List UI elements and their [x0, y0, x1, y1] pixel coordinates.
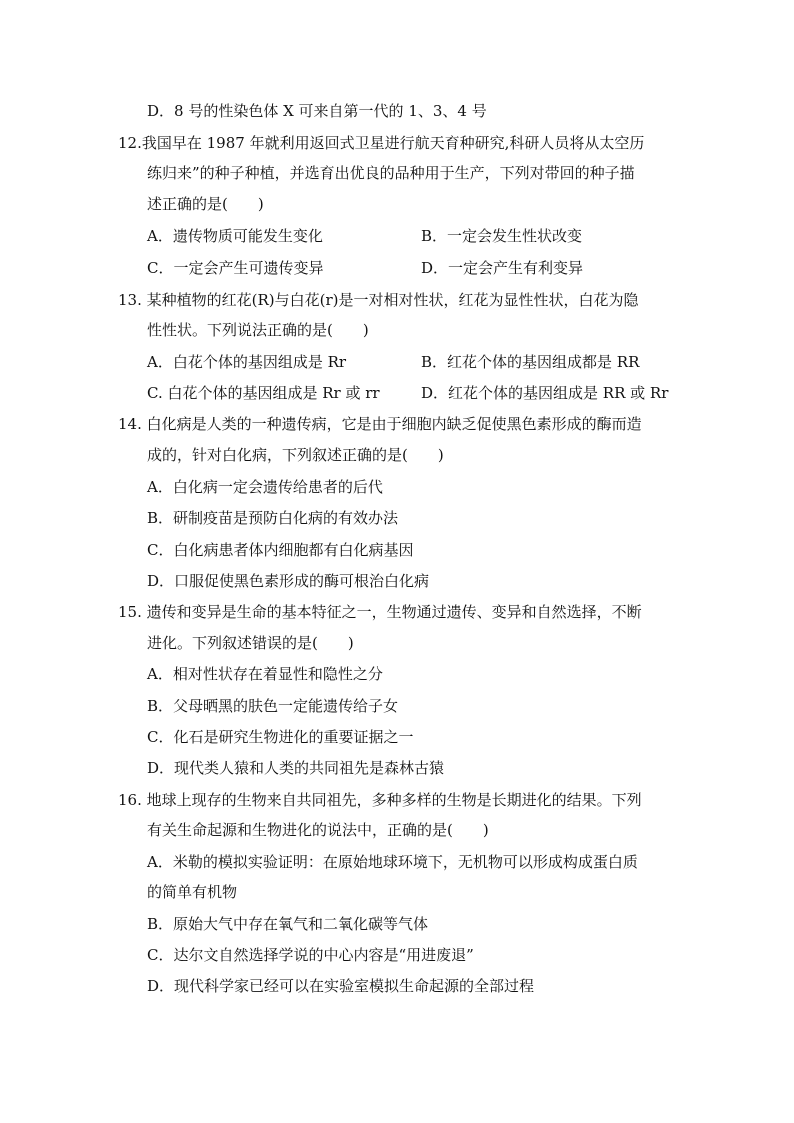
q13-stem-line2: 性性状。下列说法正确的是( ) [147, 321, 369, 339]
q13-option-c: C. 白花个体的基因组成是 Rr 或 rr [147, 384, 380, 402]
q16-option-d: D．现代科学家已经可以在实验室模拟生命起源的全部过程 [147, 977, 535, 995]
q12-stem-line2: 练归来”的种子种植，并选育出优良的品种用于生产，下列对带回的种子描 [147, 164, 635, 182]
q13-option-d: D．红花个体的基因组成是 RR 或 Rr [421, 384, 669, 402]
q12-stem-line3: 述正确的是( ) [147, 195, 264, 213]
q15-option-d: D．现代类人猿和人类的共同祖先是森林古猿 [147, 759, 445, 777]
q13-stem-line1: 13. 某种植物的红花(R)与白花(r)是一对相对性状，红花为显性性状，白花为隐 [118, 291, 639, 309]
q16-option-a-line2: 的简单有机物 [147, 883, 238, 901]
q15-stem-line2: 进化。下列叙述错误的是( ) [147, 634, 354, 652]
q12-option-d: D．一定会产生有利变异 [421, 259, 584, 277]
q12-option-c: C．一定会产生可遗传变异 [147, 259, 324, 277]
q16-option-a-line1: A．米勒的模拟实验证明：在原始地球环境下，无机物可以形成构成蛋白质 [147, 853, 638, 871]
q13-option-a: A．白花个体的基因组成是 Rr [147, 353, 347, 371]
q16-option-c: C．达尔文自然选择学说的中心内容是“用进废退” [147, 946, 474, 964]
q12-option-b: B．一定会发生性状改变 [421, 227, 583, 245]
q13-option-b: B．红花个体的基因组成都是 RR [421, 353, 640, 371]
q16-stem-line1: 16. 地球上现存的生物来自共同祖先，多种多样的生物是长期进化的结果。下列 [118, 791, 642, 809]
q15-option-c: C．化石是研究生物进化的重要证据之一 [147, 728, 414, 746]
q14-option-d: D．口服促使黑色素形成的酶可根治白化病 [147, 572, 430, 590]
q12-stem-line1: 12.我国早在 1987 年就利用返回式卫星进行航天育种研究,科研人员将从太空历 [118, 134, 645, 152]
q14-option-a: A．白化病一定会遗传给患者的后代 [147, 478, 383, 496]
q14-option-c: C．白化病患者体内细胞都有白化病基因 [147, 541, 414, 559]
q16-stem-line2: 有关生命起源和生物进化的说法中，正确的是( ) [147, 821, 489, 839]
q16-option-b: B．原始大气中存在氧气和二氧化碳等气体 [147, 915, 429, 933]
q15-option-b: B．父母晒黑的肤色一定能遗传给子女 [147, 697, 399, 715]
q15-stem-line1: 15. 遗传和变异是生命的基本特征之一，生物通过遗传、变异和自然选择，不断 [118, 603, 642, 621]
q14-stem-line1: 14. 白化病是人类的一种遗传病，它是由于细胞内缺乏促使黑色素形成的酶而造 [118, 415, 642, 433]
q12-option-a: A．遗传物质可能发生变化 [147, 227, 323, 245]
q14-stem-line2: 成的，针对白化病，下列叙述正确的是( ) [147, 446, 444, 464]
q14-option-b: B．研制疫苗是预防白化病的有效办法 [147, 509, 399, 527]
q15-option-a: A．相对性状存在着显性和隐性之分 [147, 665, 383, 683]
q11-option-d: D．8 号的性染色体 X 可来自第一代的 1、3、4 号 [147, 102, 487, 120]
